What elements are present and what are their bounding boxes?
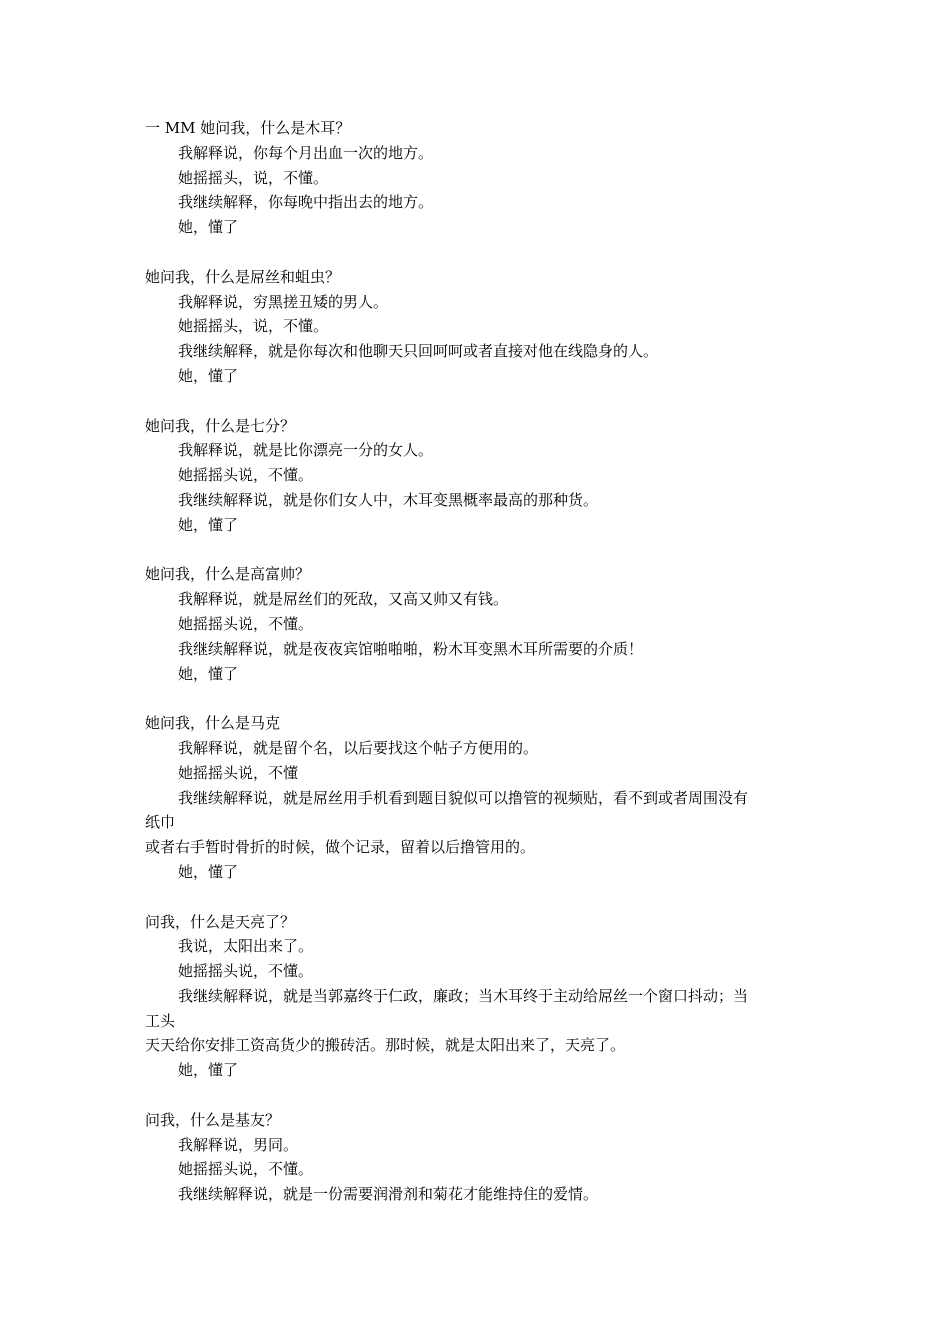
dialogue-line: 我继续解释说，就是夜夜宾馆啪啪啪，粉木耳变黑木耳所需要的介质！ — [178, 639, 644, 658]
dialogue-line: 她，懂了 — [178, 1061, 239, 1080]
dialogue-line: 我解释说，男同。 — [178, 1135, 299, 1154]
dialogue-line: 她摇摇头说，不懂。 — [178, 614, 314, 633]
dialogue-line: 她摇摇头说，不懂。 — [178, 962, 314, 981]
question-line: 一 MM 她问我，什么是木耳？ — [145, 119, 351, 137]
document-body — [145, 116, 815, 1207]
question-line: 或者右手暂时骨折的时候，做个记录，留着以后撸管用的。 — [145, 838, 536, 857]
dialogue-line: 我继续解释，就是你每次和他聊天只回呵呵或者直接对他在线隐身的人。 — [178, 342, 659, 361]
dialogue-line: 我解释说，就是留个名，以后要找这个帖子方便用的。 — [178, 738, 539, 757]
dialogue-line: 我解释说，就是比你漂亮一分的女人。 — [178, 441, 434, 460]
dialogue-line: 她摇摇头说，不懂。 — [178, 466, 314, 485]
dialogue-line: 她，懂了 — [178, 366, 239, 385]
dialogue-line: 我说，太阳出来了。 — [178, 937, 314, 956]
question-line: 她问我，什么是七分？ — [145, 416, 296, 435]
dialogue-line: 我继续解释，你每晚中指出去的地方。 — [178, 193, 434, 212]
dialogue-line: 我继续解释说，就是你们女人中，木耳变黑概率最高的那种货。 — [178, 490, 599, 509]
blank-line — [145, 389, 815, 414]
blank-line — [145, 686, 815, 711]
blank-line — [145, 1083, 815, 1108]
question-line: 她问我，什么是高富帅？ — [145, 565, 311, 584]
dialogue-line: 我继续解释说，就是一份需要润滑剂和菊花才能维持住的爱情。 — [178, 1185, 599, 1204]
dialogue-line: 我解释说，你每个月出血一次的地方。 — [178, 143, 434, 162]
dialogue-line: 我继续解释说，就是当郭嘉终于仁政，廉政；当木耳终于主动给屌丝一个窗口抖动；当 — [178, 986, 749, 1005]
dialogue-line: 她摇摇头，说，不懂。 — [178, 317, 329, 336]
dialogue-line: 她，懂了 — [178, 862, 239, 881]
question-line: 问我，什么是天亮了？ — [145, 912, 296, 931]
question-line: 天天给你安排工资高货少的搬砖活。那时候，就是太阳出来了，天亮了。 — [145, 1036, 626, 1055]
dialogue-line: 我解释说，就是屌丝们的死敌，又高又帅又有钱。 — [178, 590, 509, 609]
dialogue-line: 我解释说，穷黑搓丑矮的男人。 — [178, 292, 389, 311]
question-line: 纸巾 — [145, 813, 176, 832]
dialogue-line: 她，懂了 — [178, 218, 239, 237]
blank-line — [145, 538, 815, 563]
blank-line — [145, 240, 815, 265]
question-line: 问我，什么是基友？ — [145, 1110, 281, 1129]
question-line: 她问我，什么是屌丝和蛆虫？ — [145, 267, 341, 286]
dialogue-line: 她，懂了 — [178, 515, 239, 534]
question-line: 工头 — [145, 1011, 176, 1030]
dialogue-line: 她，懂了 — [178, 664, 239, 683]
blank-line — [145, 885, 815, 910]
dialogue-line: 她摇摇头说，不懂。 — [178, 1160, 314, 1179]
dialogue-line: 我继续解释说，就是屌丝用手机看到题目貌似可以撸管的视频贴，看不到或者周围没有 — [178, 788, 749, 807]
question-line: 她问我，什么是马克 — [145, 714, 281, 733]
dialogue-line: 她摇摇头说，不懂 — [178, 763, 299, 782]
dialogue-line: 她摇摇头，说，不懂。 — [178, 168, 329, 187]
